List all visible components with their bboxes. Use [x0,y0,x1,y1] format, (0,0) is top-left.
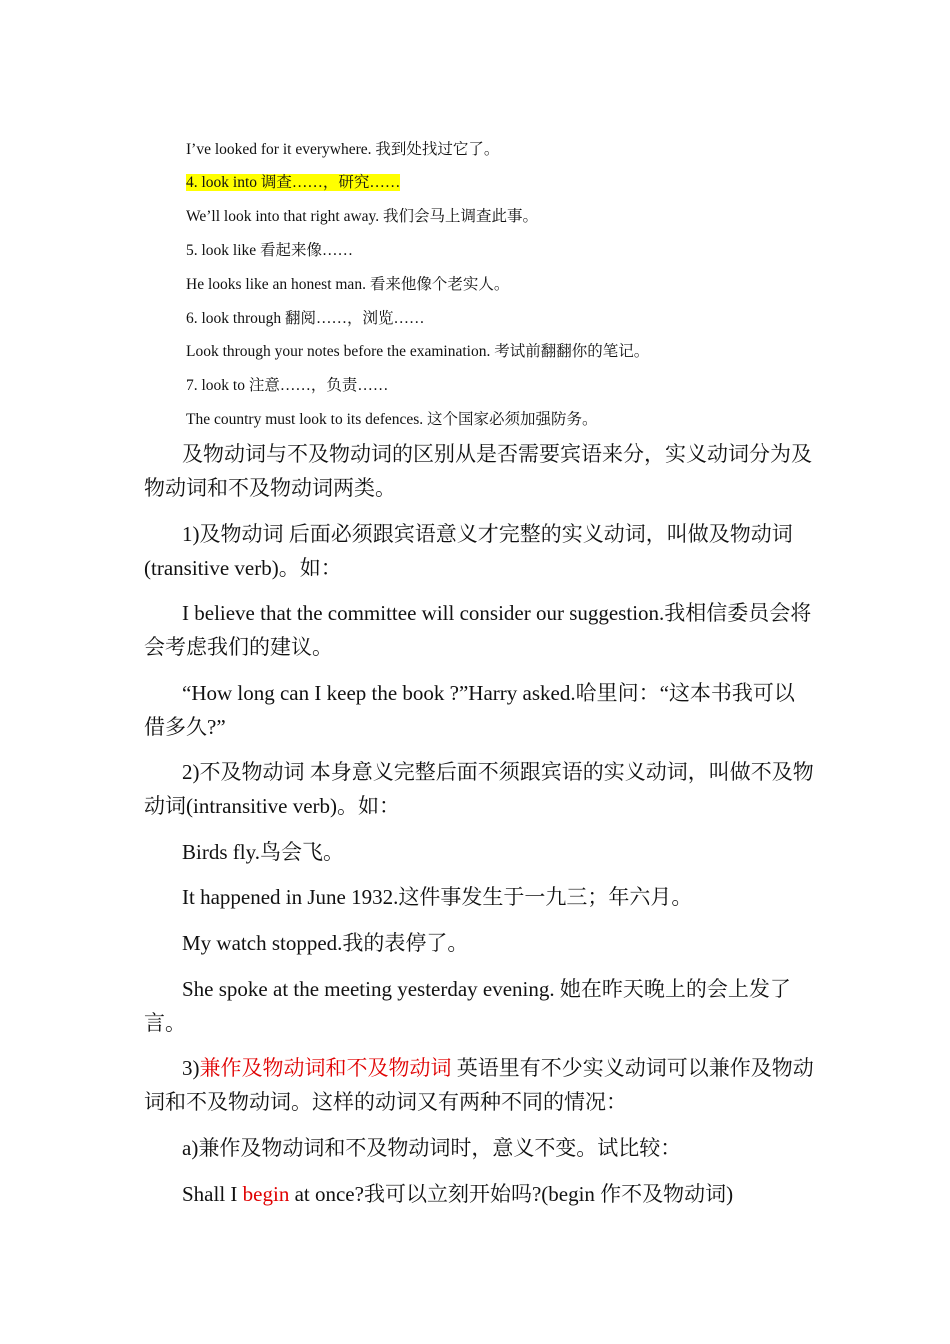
highlighted-text: 4. look into 调查……，研究…… [186,174,401,191]
example-paragraph: My watch stopped.我的表停了。 [182,931,469,955]
example-line: The country must look to its defences. 这个国家必须加强防务。 [186,411,598,428]
intro-paragraph: 及物动词与不及物动词的区别从是否需要宾语来分，实义动词分为及物动词和不及物动词两类。 [144,442,812,500]
vocab-heading-look-through: 6. look through 翻阅……，浏览…… [186,310,425,327]
red-term: 兼作及物动词和不及物动词 [199,1056,452,1080]
vocab-heading-look-into [186,173,400,193]
example-text: at once?我可以立刻开始吗?(begin 作不及物动词) [289,1182,734,1206]
red-term: begin [242,1182,290,1206]
transitive-verb-paragraph: 1)及物动词 后面必须跟宾语意义才完整的实义动词，叫做及物动词(transitive verb)。如： [144,522,793,580]
vocab-heading-look-like: 5. look like 看起来像…… [186,242,354,259]
example-paragraph [144,1177,814,1211]
example-paragraph: I believe that the committee will consider our suggestion.我相信委员会将会考虑我们的建议。 [144,601,812,659]
example-paragraph: Birds fly.鸟会飞。 [182,840,344,864]
example-paragraph: It happened in June 1932.这件事发生于一九三；年六月。 [182,885,693,909]
example-line: He looks like an honest man. 看来他像个老实人。 [186,276,510,293]
example-paragraph: She spoke at the meeting yesterday evening. 她在昨天晚上的会上发了言。 [144,977,791,1035]
example-line: Look through your notes before the examination. 考试前翻翻你的笔记。 [186,343,650,360]
example-text: Shall I [182,1182,243,1206]
example-paragraph: “How long can I keep the book ?”Harry asked.哈里问：“这本书我可以借多久?” [144,681,795,739]
paragraph-text: 英语里有不少实义动词可以兼作及物动词和不及物动词。这样的动词又有两种不同的情况： [144,1056,814,1114]
example-line: We’ll look into that right away. 我们会马上调查此事。 [186,208,539,225]
example-line: I’ve looked for it everywhere. 我到处找过它了。 [186,141,500,158]
intransitive-verb-paragraph: 2)不及物动词 本身意义完整后面不须跟宾语的实义动词，叫做不及物动词(intransitive verb)。如： [144,760,814,818]
vocab-heading-look-to: 7. look to 注意……，负责…… [186,377,389,394]
subpoint-paragraph: a)兼作及物动词和不及物动词时，意义不变。试比较： [182,1136,682,1160]
paragraph-number: 3) [182,1056,200,1080]
dual-verb-paragraph [144,1051,814,1119]
